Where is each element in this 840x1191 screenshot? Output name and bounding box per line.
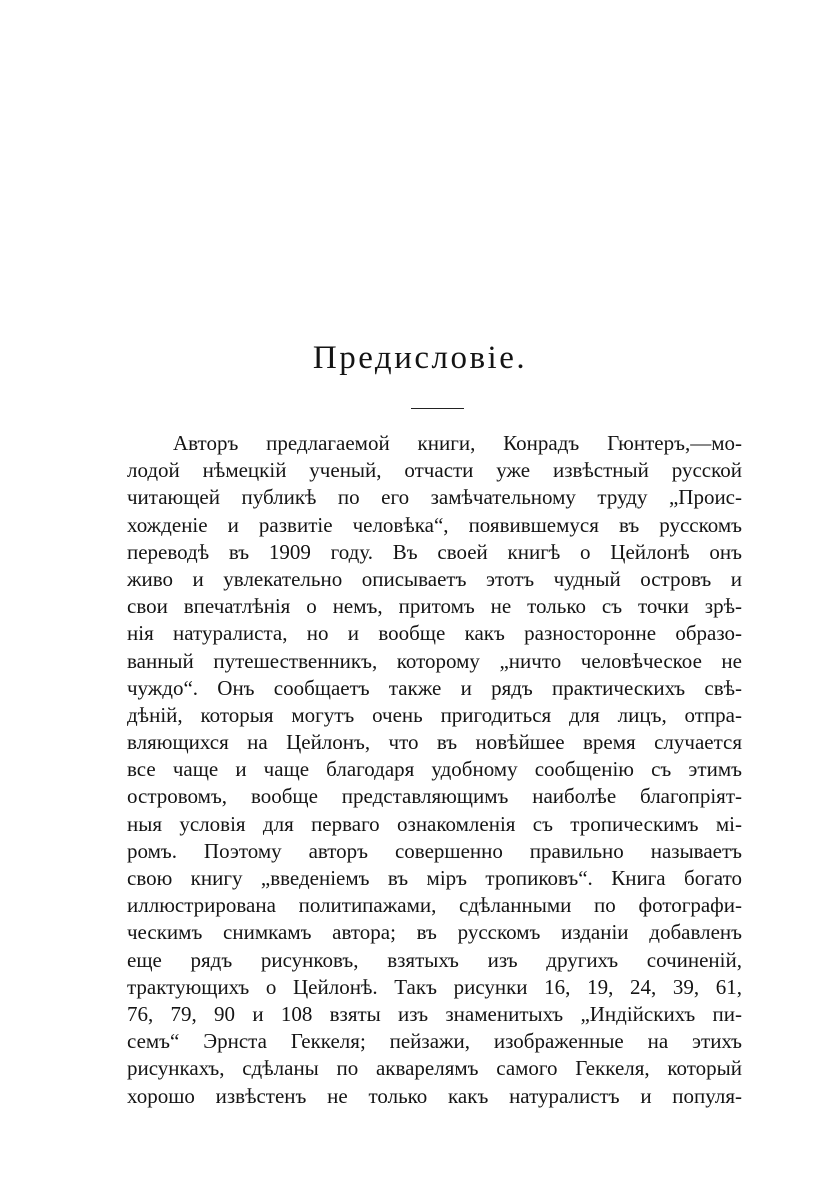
body-line: ромъ. Поэтому авторъ совершенно правильно называетъ: [127, 838, 742, 863]
body-line: ныя условія для перваго ознакомленія съ тропическимъ мі-: [127, 811, 742, 836]
body-line: свою книгу „введеніемъ въ міръ тропиковъ“. Книга богато: [127, 866, 742, 890]
body-line: переводѣ въ 1909 году. Въ своей книгѣ о Цейлонѣ онъ: [127, 539, 742, 564]
body-line: 76, 79, 90 и 108 взяты изъ знаменитыхъ „Индійскихъ пи-: [127, 1001, 742, 1026]
preface-title: Предисловіе.: [312, 340, 528, 376]
body-line: нія натуралиста, но и вообще какъ разносторонне образо-: [127, 621, 742, 646]
body-line: иллюстрирована политипажами, сдѣланными по фотографи-: [127, 893, 742, 918]
body-line: рисункахъ, сдѣланы по акварелямъ самого Геккеля, который: [127, 1056, 742, 1081]
body-line: дѣній, которыя могутъ очень пригодиться для лицъ, отпра-: [127, 702, 742, 727]
body-line: вляющихся на Цейлонъ, что въ новѣйшее время случается: [127, 730, 742, 755]
body-line: ческимъ снимкамъ автора; въ русскомъ изданіи добавленъ: [127, 920, 742, 945]
preface-body: [127, 430, 742, 1110]
body-line: еще рядъ рисунковъ, взятыхъ изъ другихъ сочиненій,: [127, 947, 742, 972]
body-line: лодой нѣмецкій ученый, отчасти уже извѣстный русской: [127, 458, 742, 483]
body-line: чуждо“. Онъ сообщаетъ также и рядъ практическихъ свѣ-: [127, 675, 742, 700]
body-line: трактующихъ о Цейлонѣ. Такъ рисунки 16, 19, 24, 39, 61,: [127, 974, 742, 999]
body-line: хорошо извѣстенъ не только какъ натуралистъ и популя-: [127, 1083, 742, 1108]
body-line: все чаще и чаще благодаря удобному сообщенію съ этимъ: [127, 757, 742, 782]
body-line: ванный путешественникъ, которому „ничто человѣческое не: [127, 648, 742, 673]
body-line: хожденіе и развитіе человѣка“, появившемуся въ русскомъ: [127, 512, 742, 537]
body-line: островомъ, вообще представляющимъ наиболѣе благопріят-: [127, 784, 742, 809]
body-line: читающей публикѣ по его замѣчательному труду „Проис-: [127, 485, 742, 510]
title-divider: [411, 408, 464, 409]
body-line: семъ“ Эрнста Геккеля; пейзажи, изображенные на этихъ: [127, 1029, 742, 1054]
body-line: живо и увлекательно описываетъ этотъ чудный островъ и: [127, 566, 742, 591]
body-line: Авторъ предлагаемой книги, Конрадъ Гюнтеръ,—мо-: [173, 431, 742, 455]
body-line: свои впечатлѣнія о немъ, притомъ не только съ точки зрѣ-: [127, 594, 742, 619]
